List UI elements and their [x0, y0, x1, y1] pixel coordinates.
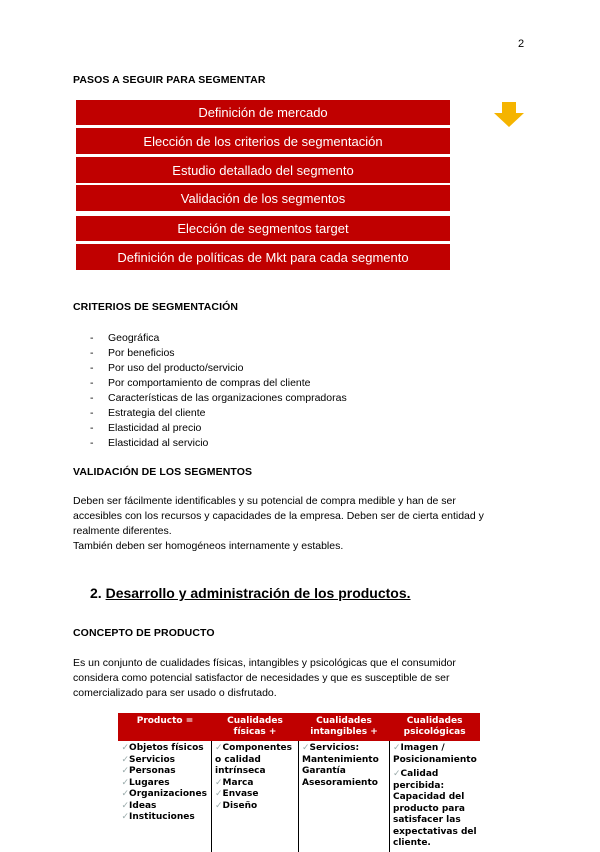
- list-item: - Características de las organizaciones compradoras: [90, 392, 347, 404]
- table-cell: ✓Componentes o calidad intrínseca ✓Marca ✓Envase ✓Diseño: [212, 741, 299, 852]
- step-bar-3: Estudio detallado del segmento: [76, 157, 450, 183]
- concept-paragraph: Es un conjunto de cualidades físicas, intangibles y psicológicas que el consumidor considera como potencial satisfactor de necesidades y que es susceptible de ser comercializado para ser usado o disfrutado.: [73, 657, 456, 699]
- list-item: - Elasticidad al servicio: [90, 437, 209, 449]
- table-cell: ✓Objetos físicos ✓Servicios ✓Personas ✓Lugares ✓Organizaciones ✓Ideas ✓Instituciones: [119, 741, 212, 852]
- table-header: Cualidades intangibles +: [299, 714, 390, 741]
- criteria-list: [90, 331, 347, 451]
- step-bar-4: Validación de los segmentos: [76, 185, 450, 211]
- list-item: - Elasticidad al precio: [90, 422, 202, 434]
- list-item: - Por comportamiento de compras del cliente: [90, 377, 311, 389]
- table-header: Cualidades psicológicas: [390, 714, 480, 741]
- table-header: Producto =: [119, 714, 212, 741]
- list-item: - Por beneficios: [90, 347, 175, 359]
- page-number: 2: [518, 38, 525, 50]
- concept-heading: CONCEPTO DE PRODUCTO: [73, 627, 215, 639]
- section-2-title: 2. Desarrollo y administración de los productos.: [90, 585, 411, 601]
- validation-heading: VALIDACIÓN DE LOS SEGMENTOS: [73, 466, 253, 478]
- table-cell: ✓Servicios: Mantenimiento Garantía Asesoramiento: [299, 741, 390, 852]
- validation-paragraph: Deben ser fácilmente identificables y su potencial de compra medible y han de ser accesibles con los recursos y capacidades de la empresa. Deben ser de cierta entidad y realmente diferentes. También deben ser homogéneos internamente y estables.: [73, 495, 484, 552]
- step-bar-1: Definición de mercado: [76, 100, 450, 125]
- table-header: Cualidades físicas +: [212, 714, 299, 741]
- product-table: [118, 713, 480, 852]
- list-item: - Geográfica: [90, 332, 160, 344]
- table-cell: ✓Imagen / Posicionamiento ✓Calidad percibida: Capacidad del producto para satisfacer las expectativas del cliente.: [390, 741, 480, 852]
- list-item: - Por uso del producto/servicio: [90, 362, 244, 374]
- step-bar-5: Elección de segmentos target: [76, 216, 450, 241]
- down-arrow-icon: [493, 102, 525, 128]
- step-bar-6: Definición de políticas de Mkt para cada segmento: [76, 244, 450, 270]
- criteria-heading: CRITERIOS DE SEGMENTACIÓN: [73, 301, 239, 313]
- step-bar-2: Elección de los criterios de segmentación: [76, 128, 450, 154]
- steps-heading: PASOS A SEGUIR PARA SEGMENTAR: [73, 74, 266, 86]
- list-item: - Estrategia del cliente: [90, 407, 206, 419]
